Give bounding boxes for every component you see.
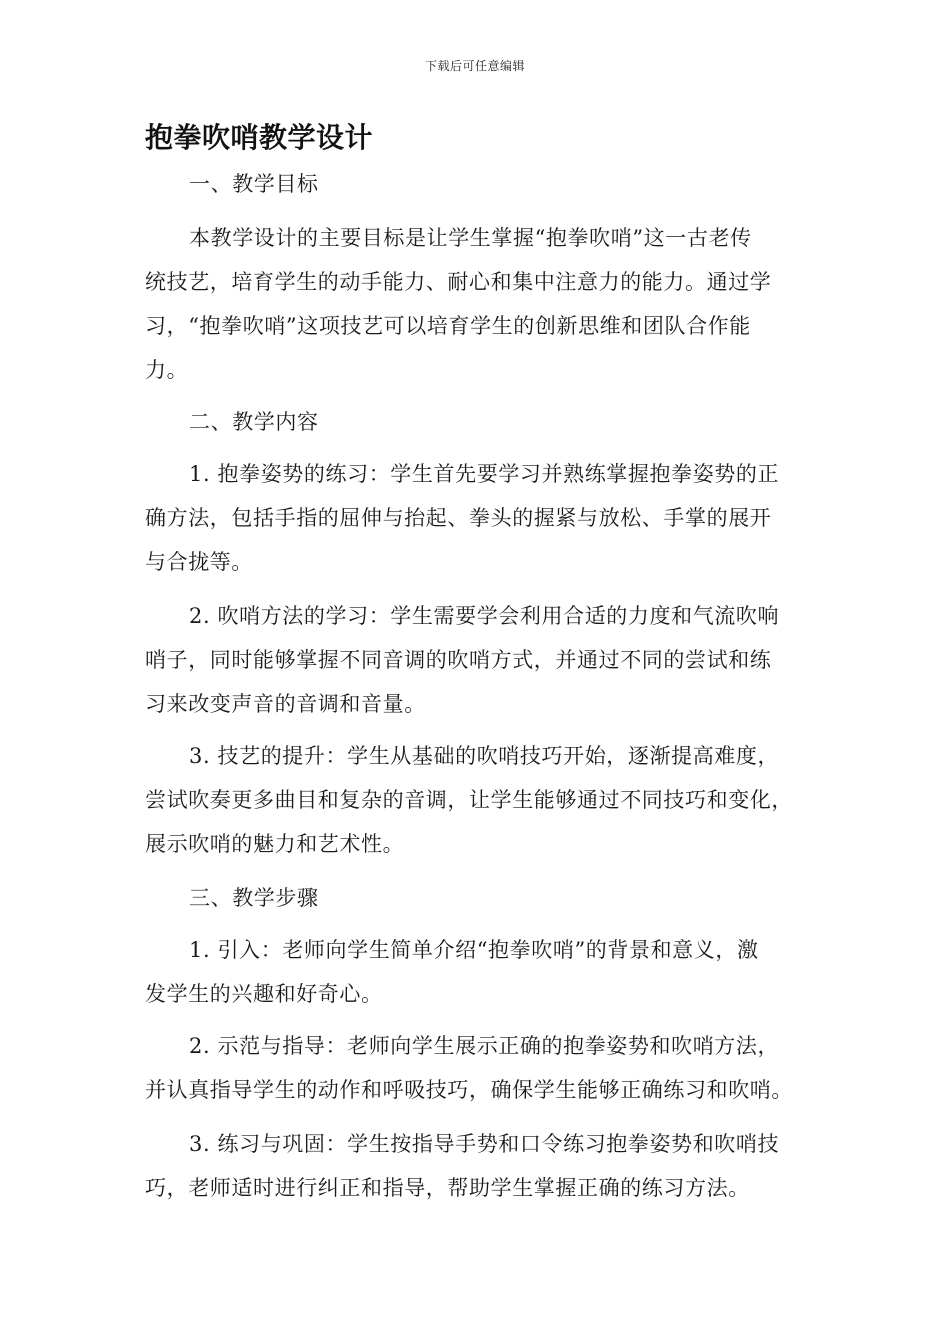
list-item-line: 3. 技艺的提升：学生从基础的吹哨技巧开始，逐渐提高难度， xyxy=(189,744,780,768)
section-heading-steps: 三、教学步骤 xyxy=(189,886,319,910)
paragraph-line: 本教学设计的主要目标是让学生掌握“抱拳吹哨”这一古老传 xyxy=(189,226,752,250)
list-item-line: 2. 示范与指导：老师向学生展示正确的抱拳姿势和吹哨方法， xyxy=(189,1034,780,1058)
list-item-line: 确方法，包括手指的屈伸与抬起、拳头的握紧与放松、手掌的展开 xyxy=(145,506,772,530)
paragraph-line: 力。 xyxy=(145,358,189,382)
list-item-line: 3. 练习与巩固：学生按指导手势和口令练习抱拳姿势和吹哨技 xyxy=(189,1132,780,1156)
list-item-line: 并认真指导学生的动作和呼吸技巧，确保学生能够正确练习和吹哨。 xyxy=(145,1078,793,1102)
list-item-line: 2. 吹哨方法的学习：学生需要学会利用合适的力度和气流吹响 xyxy=(189,604,780,628)
list-item-line: 与合拢等。 xyxy=(145,550,253,574)
list-item-line: 哨子，同时能够掌握不同音调的吹哨方式，并通过不同的尝试和练 xyxy=(145,648,772,672)
list-item-line: 1. 抱拳姿势的练习：学生首先要学习并熟练掌握抱拳姿势的正 xyxy=(189,462,780,486)
paragraph-line: 习，“抱拳吹哨”这项技艺可以培育学生的创新思维和团队合作能 xyxy=(145,314,751,338)
section-heading-content: 二、教学内容 xyxy=(189,410,319,434)
list-item-line: 习来改变声音的音调和音量。 xyxy=(145,692,426,716)
list-item-line: 巧，老师适时进行纠正和指导，帮助学生掌握正确的练习方法。 xyxy=(145,1176,750,1200)
list-item-line: 展示吹哨的魅力和艺术性。 xyxy=(145,832,405,856)
header-note: 下载后可任意编辑 xyxy=(424,59,525,73)
section-heading-objectives: 一、教学目标 xyxy=(189,172,319,196)
list-item-line: 尝试吹奏更多曲目和复杂的音调，让学生能够通过不同技巧和变化， xyxy=(145,788,793,812)
paragraph-line: 统技艺，培育学生的动手能力、耐心和集中注意力的能力。通过学 xyxy=(145,270,772,294)
list-item-line: 1. 引入：老师向学生简单介绍“抱拳吹哨”的背景和意义，激 xyxy=(189,938,759,962)
document-title: 抱拳吹哨教学设计 xyxy=(145,121,374,154)
list-item-line: 发学生的兴趣和好奇心。 xyxy=(145,982,383,1006)
